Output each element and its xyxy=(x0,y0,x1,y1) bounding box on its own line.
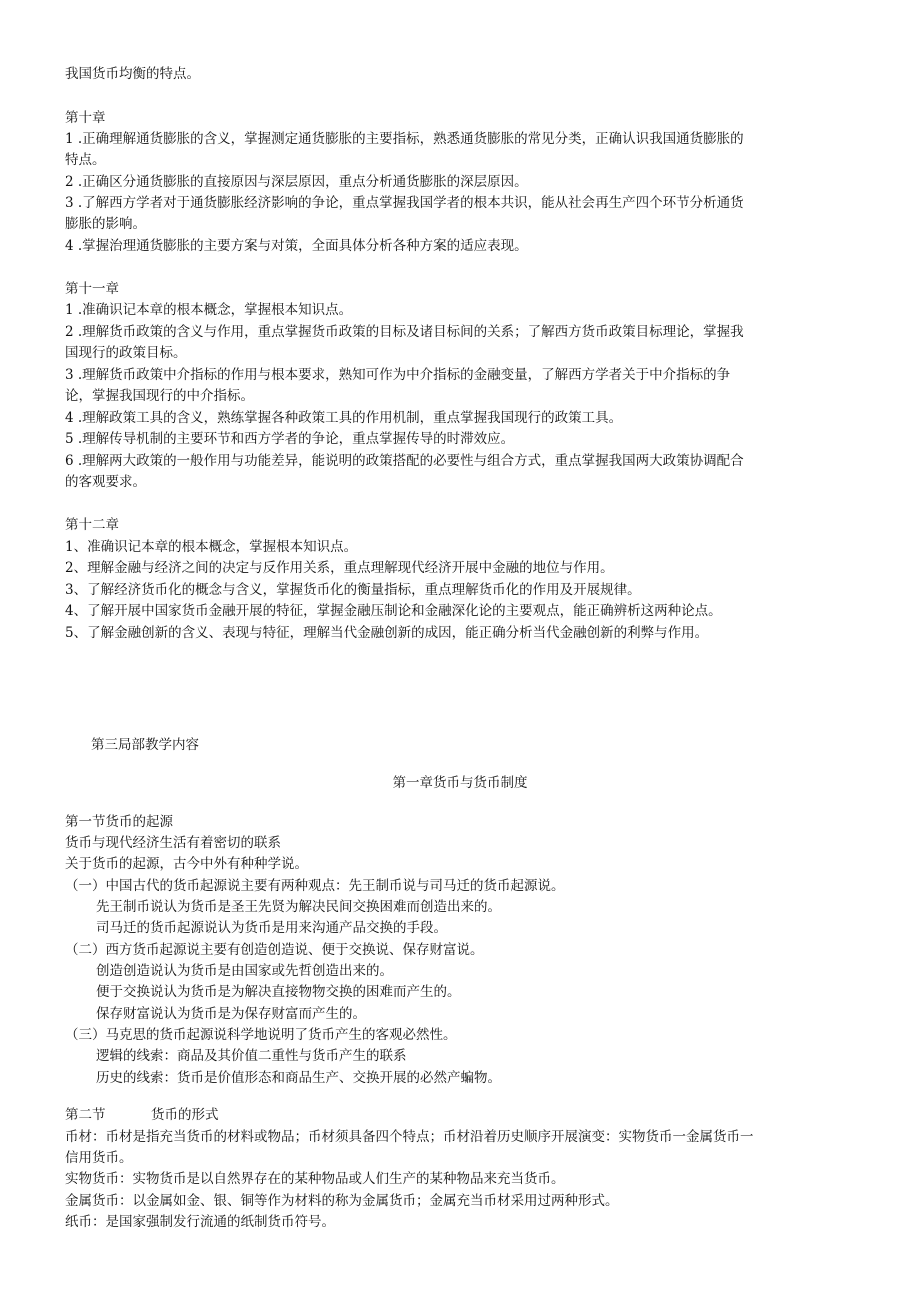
section-1-line: 创造创造说认为货币是由国家或先哲创造出来的。 xyxy=(96,963,393,979)
section-2-line: 信用货币。 xyxy=(65,1150,133,1166)
chapter-10-item: 特点。 xyxy=(65,152,106,168)
chapter-10-item: 2 .正确区分通货膨胀的直接原因与深层原因，重点分析通货膨胀的深层原因。 xyxy=(65,174,528,190)
section-2-line: 金属货币：以金属如金、银、铜等作为材料的称为金属货币；金属充当币材采用过两种形式。 xyxy=(65,1193,619,1209)
section-2-heading-title: 货币的形式 xyxy=(151,1107,219,1123)
section-1-line: 司马迁的货币起源说认为货币是用来沟通产品交换的手段。 xyxy=(96,920,447,936)
section-2-heading-number: 第二节 xyxy=(65,1107,106,1123)
part-3-heading: 第三局部教学内容 xyxy=(91,737,199,753)
chapter-11-item: 6 .理解两大政策的一般作用与功能差异，能说明的政策搭配的必要性与组合方式，重点掌握我国两大政策协调配合 xyxy=(65,453,744,469)
chapter-11-item: 3 .理解货币政策中介指标的作用与根本要求，熟知可作为中介指标的金融变量，了解西方学者关于中介指标的争 xyxy=(65,367,731,383)
chapter-10-item: 3 .了解西方学者对于通货膨胀经济影响的争论，重点掌握我国学者的根本共识，能从社会再生产四个环节分析通货 xyxy=(65,195,744,211)
section-1-line: 便于交换说认为货币是为解决直接物物交换的困难而产生的。 xyxy=(96,984,461,1000)
chapter-11-item: 1 .准确识记本章的根本概念，掌握根本知识点。 xyxy=(65,302,353,318)
chapter-11-heading: 第十一章 xyxy=(65,281,119,297)
section-1-heading: 第一节货币的起源 xyxy=(65,814,173,830)
section-1-line: 货币与现代经济生活有着密切的联系 xyxy=(65,835,281,851)
section-1-line: 历史的线索：货币是价值形态和商品生产、交换开展的必然产蝙物。 xyxy=(96,1070,501,1086)
section-1-line: （三）马克思的货币起源说科学地说明了货币产生的客观必然性。 xyxy=(65,1027,457,1043)
section-1-line: 保存财富说认为货币是为保存财富而产生的。 xyxy=(96,1006,366,1022)
section-1-line: （二）西方货币起源说主要有创造创造说、便于交换说、保存财富说。 xyxy=(65,942,484,958)
section-1-line: 先王制币说认为货币是圣王先贤为解决民间交换困难而创造出来的。 xyxy=(96,899,501,915)
chapter-10-item: 1 .正确理解通货膨胀的含义，掌握测定通货膨胀的主要指标，熟悉通货膨胀的常见分类，正确认识我国通货膨胀的 xyxy=(65,131,744,147)
section-1-line: （一）中国古代的货币起源说主要有两种观点：先王制币说与司马迁的货币起源说。 xyxy=(65,878,565,894)
chapter-11-item: 的客观要求。 xyxy=(65,474,146,490)
section-2-line: 纸币：是国家强制发行流通的纸制货币符号。 xyxy=(65,1214,335,1230)
section-2-line: 实物货币：实物货币是以自然界存在的某种物品或人们生产的某种物品来充当货币。 xyxy=(65,1171,565,1187)
section-1-line: 关于货币的起源，古今中外有种种学说。 xyxy=(65,856,308,872)
chapter-10-heading: 第十章 xyxy=(65,110,106,126)
chapter-10-item: 4 .掌握治理通货膨胀的主要方案与对策，全面具体分析各种方案的适应表现。 xyxy=(65,238,528,254)
chapter-10-item: 膨胀的影响。 xyxy=(65,216,146,232)
chapter-12-item: 1、准确识记本章的根本概念，掌握根本知识点。 xyxy=(65,539,358,555)
chapter-11-item: 4 .理解政策工具的含义，熟练掌握各种政策工具的作用机制，重点掌握我国现行的政策工具。 xyxy=(65,410,623,426)
section-2-line: 币材：币材是指充当货币的材料或物品；币材须具备四个特点；币材沿着历史顺序开展演变：实物货币一金属货币一 xyxy=(65,1129,754,1145)
chapter-12-item: 2、理解金融与经济之间的决定与反作用关系，重点理解现代经济开展中金融的地位与作用。 xyxy=(65,560,614,576)
chapter-12-item: 5、了解金融创新的含义、表现与特征，理解当代金融创新的成因，能正确分析当代金融创新的利弊与作用。 xyxy=(65,625,709,641)
chapter-11-item: 国现行的政策目标。 xyxy=(65,345,187,361)
chapter-12-item: 4、了解开展中国家货币金融开展的特征，掌握金融压制论和金融深化论的主要观点，能正确辨析这两种论点。 xyxy=(65,603,722,619)
section-1-line: 逻辑的线索：商品及其价值二重性与货币产生的联系 xyxy=(96,1048,407,1064)
intro-line: 我国货币均衡的特点。 xyxy=(65,66,200,82)
chapter-1-title: 第一章货币与货币制度 xyxy=(392,775,528,791)
chapter-11-item: 5 .理解传导机制的主要环节和西方学者的争论，重点掌握传导的时滞效应。 xyxy=(65,431,515,447)
chapter-11-item: 2 .理解货币政策的含义与作用，重点掌握货币政策的目标及诸目标间的关系；了解西方货币政策目标理论，掌握我 xyxy=(65,324,744,340)
chapter-12-heading: 第十二章 xyxy=(65,517,119,533)
chapter-12-item: 3、了解经济货币化的概念与含义，掌握货币化的衡量指标，重点理解货币化的作用及开展规律。 xyxy=(65,582,641,598)
chapter-11-item: 论，掌握我国现行的中介指标。 xyxy=(65,388,254,404)
